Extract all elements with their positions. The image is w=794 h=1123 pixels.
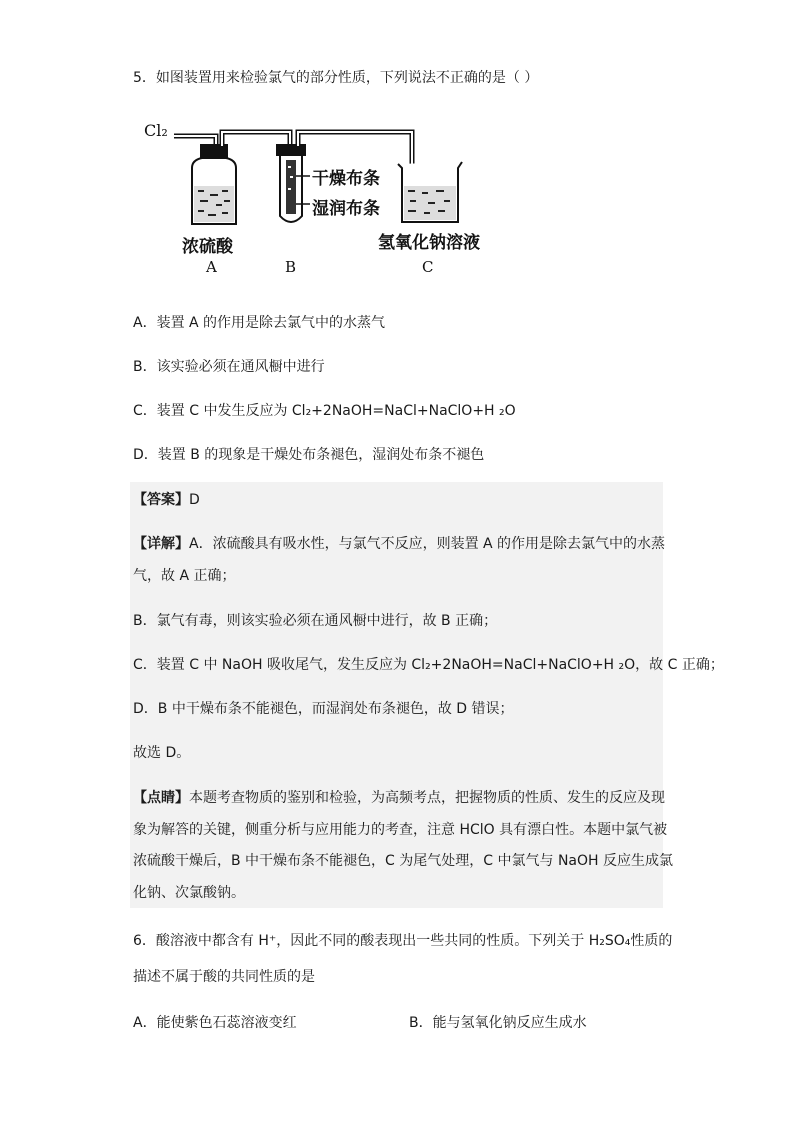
detail-a-text-1: A．浓硫酸具有吸水性，与氯气不反应，则装置 A 的作用是除去氯气中的水蒸 xyxy=(189,536,666,552)
detail-b-line: B．氯气有毒，则该实验必须在通风橱中进行，故 B 正确； xyxy=(133,613,498,629)
question-6-title-2: 描述不属于酸的共同性质的是 xyxy=(133,969,315,985)
comment-line-4: 化钠、次氯酸钠。 xyxy=(133,885,245,901)
chlorine-label: Cl₂ xyxy=(144,121,168,140)
answer-line xyxy=(133,490,200,510)
comment-line-3: 浓硫酸干燥后，B 中干燥布条不能褪色，C 为尾气处理，C 中氯气与 NaOH 反应生成氯 xyxy=(133,853,674,869)
comment-line-2: 象为解答的关键，侧重分析与应用能力的考查，注意 HClO 具有漂白性。本题中氯气被 xyxy=(133,822,668,838)
apparatus-figure xyxy=(140,116,520,286)
apparatus-a-letter: A xyxy=(206,258,217,276)
q6-option-a: A．能使紫色石蕊溶液变红 xyxy=(133,1015,297,1031)
detail-tag: 【详解】 xyxy=(133,536,189,552)
q5-option-d: D．装置 B 的现象是干燥处布条褪色，湿润处布条不褪色 xyxy=(133,447,485,463)
answer-value: D xyxy=(189,492,200,508)
comment-line-1 xyxy=(133,788,665,808)
comment-text-1: 本题考查物质的鉴别和检验，为高频考点，把握物质的性质、发生的反应及现 xyxy=(189,790,665,806)
apparatus-c-letter: C xyxy=(422,258,434,276)
detail-d-line: D．B 中干燥布条不能褪色，而湿润处布条褪色，故 D 错误； xyxy=(133,701,514,717)
question-6-title-1: 6．酸溶液中都含有 H⁺，因此不同的酸表现出一些共同的性质。下列关于 H₂SO₄性质的 xyxy=(133,933,673,949)
detail-a-line-2: 气，故 A 正确； xyxy=(133,568,236,584)
apparatus-b-letter: B xyxy=(285,258,297,276)
conclusion-line: 故选 D。 xyxy=(133,745,191,761)
comment-tag: 【点睛】 xyxy=(133,790,189,806)
q5-option-a: A．装置 A 的作用是除去氯气中的水蒸气 xyxy=(133,315,386,331)
answer-tag: 【答案】 xyxy=(133,492,189,508)
sulfuric-acid-label: 浓硫酸 xyxy=(182,237,233,257)
dry-cloth-label: 干燥布条 xyxy=(312,169,380,189)
q5-option-b: B．该实验必须在通风橱中进行 xyxy=(133,359,325,375)
question-5-title: 5．如图装置用来检验氯气的部分性质，下列说法不正确的是（ ） xyxy=(133,70,539,86)
q6-option-b: B．能与氢氧化钠反应生成水 xyxy=(409,1015,587,1031)
wet-cloth-label: 湿润布条 xyxy=(312,199,380,219)
q5-option-c: C．装置 C 中发生反应为 Cl₂+2NaOH=NaCl+NaClO+H ₂O xyxy=(133,403,516,419)
detail-a-line-1 xyxy=(133,534,665,554)
detail-c-line: C．装置 C 中 NaOH 吸收尾气，发生反应为 Cl₂+2NaOH=NaCl+NaClO+H ₂O，故 C 正确； xyxy=(133,657,724,673)
naoh-solution-label: 氢氧化钠溶液 xyxy=(378,233,480,253)
